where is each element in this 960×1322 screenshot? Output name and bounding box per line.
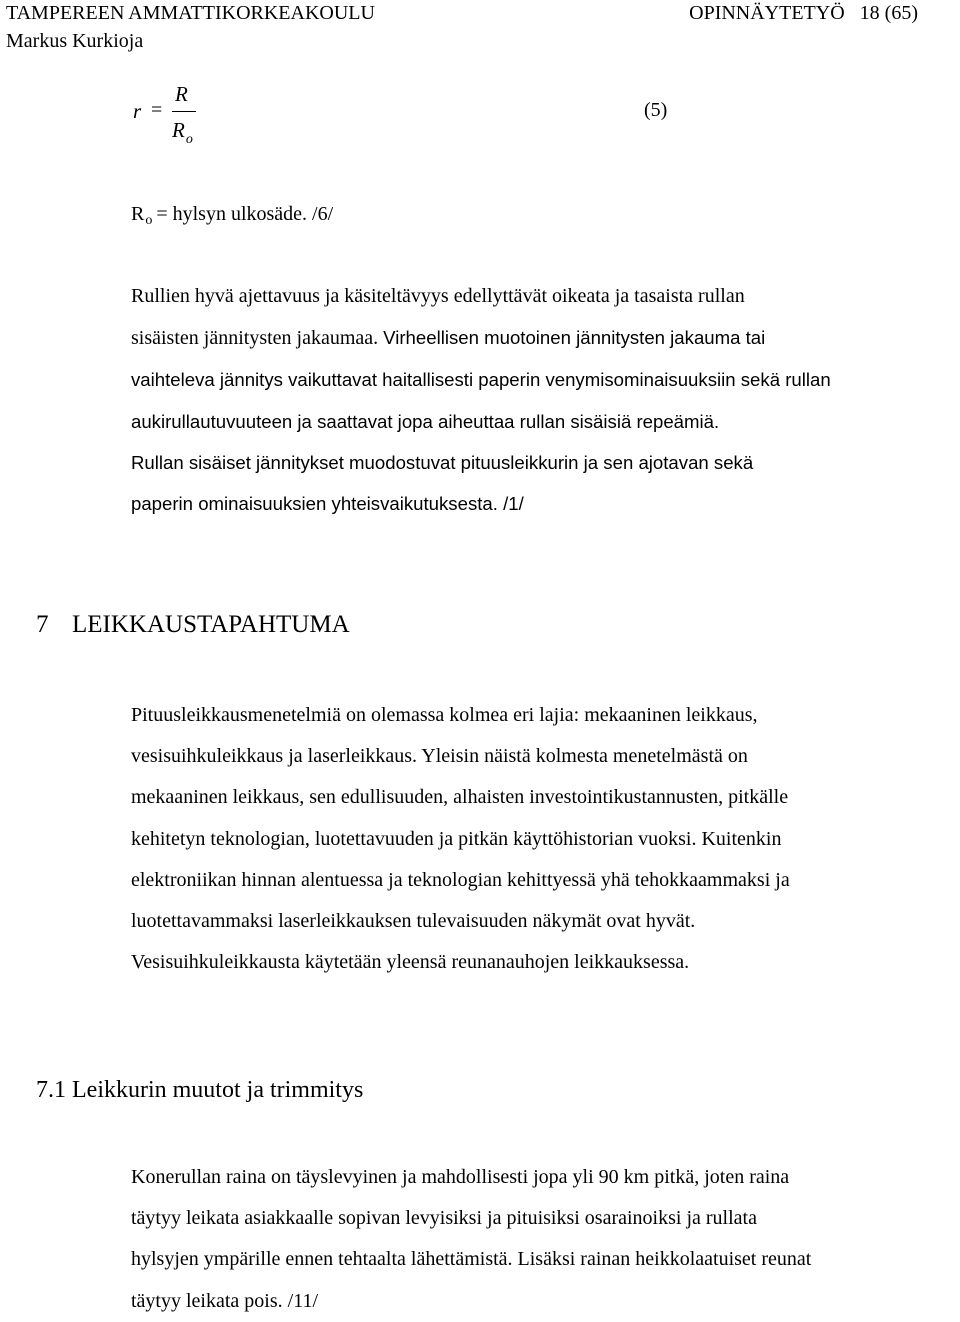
fraction-bar <box>172 111 196 112</box>
section-number: 7 <box>36 611 49 638</box>
line-serif: sisäisten jännitysten jakaumaa. <box>131 327 384 350</box>
definition-line <box>131 203 333 226</box>
header-page-number: 18 (65) <box>859 2 918 24</box>
equation-label: (5) <box>644 99 668 121</box>
section-title: LEIKKAUSTAPAHTUMA <box>72 611 350 638</box>
header-author: Markus Kurkioja <box>6 30 144 52</box>
line-sans: Virheellisen muotoinen jännitysten jakauma tai <box>383 327 766 349</box>
paragraph-line: Rullan sisäiset jännitykset muodostuvat pituusleikkurin ja sen ajotavan sekä <box>131 451 754 473</box>
line-serif: Rullien hyvä ajettavuus ja käsiteltävyys edellyttävät oikeata ja tasaista rullan <box>131 285 745 307</box>
equation-denominator <box>172 118 193 147</box>
header-school: TAMPEREEN AMMATTIKORKEAKOULU <box>6 2 375 24</box>
equation-lhs: r <box>133 99 142 123</box>
paragraph-line: aukirullautuvuuteen ja saattavat jopa aiheuttaa rullan sisäisiä repeämiä. <box>131 410 720 432</box>
paragraph-line: paperin ominaisuuksien yhteisvaikutuksesta. /1/ <box>131 493 524 515</box>
paragraph-line: Pituusleikkausmenetelmiä on olemassa kolmea eri lajia: mekaaninen leikkaus, <box>131 704 758 726</box>
paragraph-line: Vesisuihkuleikkausta käytetään yleensä reunanauhojen leikkauksessa. <box>131 951 690 974</box>
definition-text: = hylsyn ulkosäde. /6/ <box>156 203 334 225</box>
paragraph-konerullan-raina <box>131 1157 960 1322</box>
paragraph-line: täytyy leikata asiakkaalle sopivan levyisiksi ja pituisiksi osarainoiksi ja rullata <box>131 1207 757 1230</box>
section-heading-7 <box>36 611 350 639</box>
paragraph-line: elektroniikan hinnan alentuessa ja teknologian kehittyessä yhä tehokkaammaksi ja <box>131 868 790 891</box>
equation-denominator-sub: o <box>185 132 193 147</box>
paragraph-rullien-ajettavuus <box>131 276 960 524</box>
paragraph-line: mekaaninen leikkaus, sen edullisuuden, alhaisten investointikustannusten, pitkälle <box>131 786 789 809</box>
equation-denominator-symbol: R <box>172 118 185 142</box>
section-heading-7-1: 7.1 Leikkurin muutot ja trimmitys <box>36 1077 364 1103</box>
header-right <box>689 1 918 25</box>
paragraph-line: Konerullan raina on täyslevyinen ja mahdollisesti jopa yli 90 km pitkä, joten raina <box>131 1166 790 1188</box>
paragraph-line: luotettavammaksi laserleikkauksen tulevaisuuden näkymät ovat hyvät. <box>131 910 696 933</box>
paragraph-line: vaihteleva jännitys vaikuttavat haitallisesti paperin venymisominaisuuksiin sekä rullan <box>131 369 831 391</box>
paragraph-line: hylsyjen ympärille ennen tehtaalta lähettämistä. Lisäksi rainan heikkolaatuiset reunat <box>131 1248 812 1271</box>
definition-symbol: R <box>131 203 145 225</box>
paragraph-line: kehitetyn teknologian, luotettavuuden ja pitkän käyttöhistorian vuoksi. Kuitenkin <box>131 827 782 850</box>
paragraph-line <box>131 276 960 317</box>
paragraph-line <box>131 317 960 359</box>
header-doc-type: OPINNÄYTETYÖ <box>689 2 845 24</box>
paragraph-pituusleikkaus <box>131 695 960 983</box>
equation-numerator: R <box>175 82 188 106</box>
definition-sub: o <box>145 213 153 228</box>
equation-equals: = <box>151 99 163 121</box>
paragraph-line: vesisuihkuleikkaus ja laserleikkaus. Yleisin näistä kolmesta menetelmästä on <box>131 745 748 768</box>
paragraph-line: täytyy leikata pois. /11/ <box>131 1289 319 1312</box>
